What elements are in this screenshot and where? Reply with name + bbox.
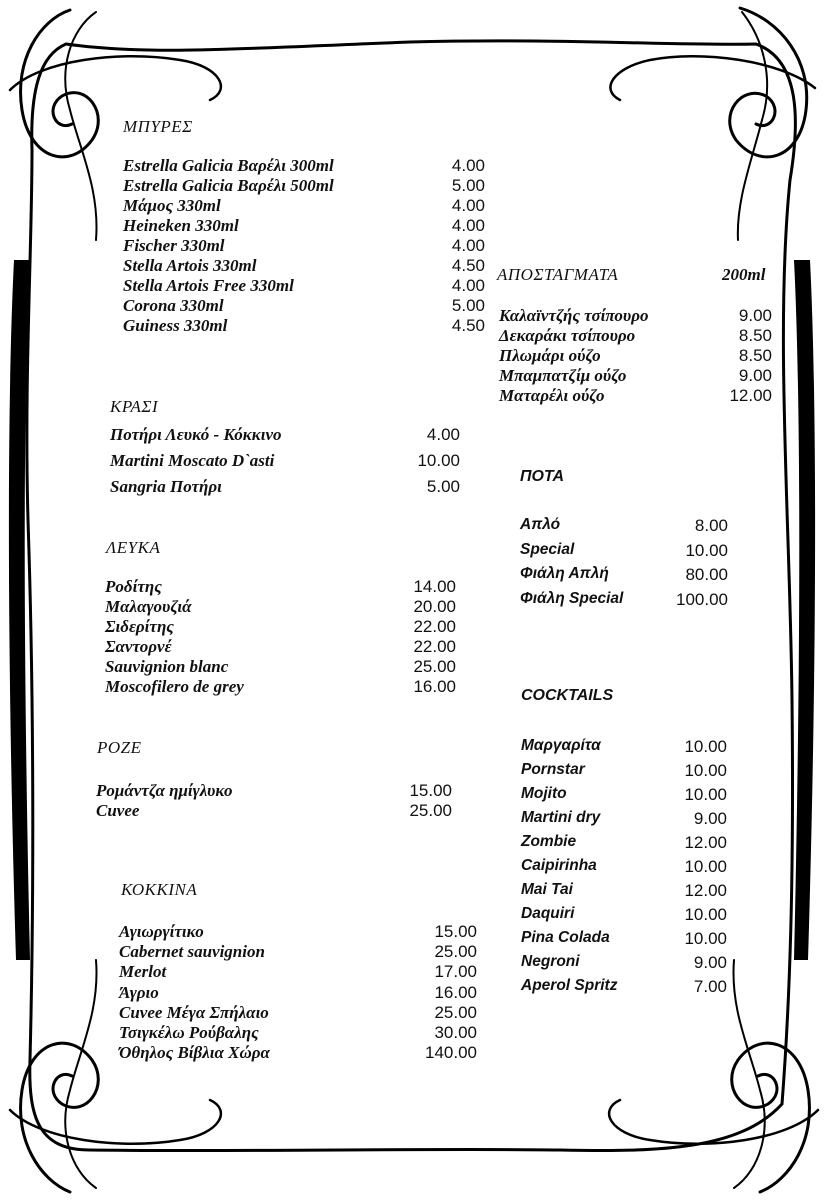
item-price: 9.00 bbox=[693, 953, 727, 972]
item-name: Σαντορνέ bbox=[105, 637, 172, 656]
item-name: Cuvee Μέγα Σπήλαιο bbox=[119, 1002, 269, 1022]
cocktails-menu-item bbox=[521, 977, 727, 997]
item-name: Heineken 330ml bbox=[123, 216, 239, 235]
item-name: Fischer 330ml bbox=[123, 236, 225, 255]
wine-menu-item bbox=[110, 451, 460, 471]
wine-menu-item bbox=[110, 477, 460, 497]
cocktails-menu-item bbox=[521, 905, 727, 925]
item-name: Zombie bbox=[521, 833, 577, 850]
rose-wine-heading: ΡΟΖΕ bbox=[97, 738, 142, 757]
item-price: 15.00 bbox=[409, 781, 452, 800]
spirits-heading: ΑΠΟΣΤΑΓΜΑΤΑ bbox=[497, 265, 619, 284]
item-name: Estrella Galicia Βαρέλι 300ml bbox=[123, 156, 334, 175]
item-name: Ποτήρι Λευκό - Κόκκινο bbox=[110, 425, 282, 444]
cocktails-menu-item bbox=[521, 929, 727, 949]
cocktails-heading: COCKTAILS bbox=[521, 687, 614, 704]
drinks-menu-item bbox=[520, 541, 728, 561]
white-menu-item bbox=[105, 657, 456, 677]
item-name: Mojito bbox=[521, 785, 567, 802]
drinks-menu-item bbox=[520, 565, 728, 585]
item-name: Caipirinha bbox=[521, 857, 597, 874]
red-menu-item bbox=[119, 1003, 477, 1023]
cocktails-menu-item bbox=[521, 737, 727, 757]
beers-menu-item bbox=[123, 296, 485, 316]
item-name: Martini Moscato D`asti bbox=[110, 451, 275, 470]
item-name: Μαλαγουζιά bbox=[105, 597, 192, 616]
item-price: 8.50 bbox=[738, 346, 772, 365]
beers-menu-item bbox=[123, 316, 485, 336]
item-name: Cabernet sauvignion bbox=[119, 942, 265, 962]
item-price: 10.00 bbox=[684, 737, 727, 756]
cocktails-menu-item bbox=[521, 857, 727, 877]
item-price: 8.50 bbox=[738, 326, 772, 345]
item-name: Stella Artois Free 330ml bbox=[123, 276, 294, 295]
item-price: 4.00 bbox=[451, 276, 485, 295]
red-menu-item bbox=[119, 983, 477, 1003]
item-price: 25.00 bbox=[434, 1002, 477, 1022]
item-price: 4.00 bbox=[451, 236, 485, 255]
item-name: Σιδερίτης bbox=[105, 617, 174, 636]
item-price: 7.00 bbox=[693, 977, 727, 996]
item-name: Moscofilero de grey bbox=[105, 677, 244, 696]
white-menu-item bbox=[105, 677, 456, 697]
item-price: 17.00 bbox=[434, 962, 477, 982]
item-name: Sangria Ποτήρι bbox=[110, 477, 222, 496]
wine-menu-item bbox=[110, 425, 460, 445]
spirits-menu-item bbox=[499, 346, 772, 366]
item-price: 8.00 bbox=[694, 516, 728, 535]
item-name: Martini dry bbox=[521, 809, 601, 826]
beers-menu-item bbox=[123, 196, 485, 216]
item-name: Estrella Galicia Βαρέλι 500ml bbox=[123, 176, 334, 195]
item-price: 10.00 bbox=[684, 785, 727, 804]
spirits-menu-item bbox=[499, 326, 772, 346]
item-price: 140.00 bbox=[425, 1043, 477, 1063]
item-name: Μαργαρίτα bbox=[521, 737, 601, 754]
item-price: 100.00 bbox=[676, 589, 728, 609]
item-price: 10.00 bbox=[684, 929, 727, 948]
item-price: 16.00 bbox=[434, 982, 477, 1002]
item-price: 12.00 bbox=[684, 881, 727, 900]
beers-menu-item bbox=[123, 156, 485, 176]
white-menu-item bbox=[105, 577, 456, 597]
item-name: Απλό bbox=[520, 516, 561, 533]
item-name: Negroni bbox=[521, 953, 580, 970]
item-price: 16.00 bbox=[413, 677, 456, 696]
item-price: 10.00 bbox=[684, 905, 727, 924]
wine-heading: ΚΡΑΣΙ bbox=[110, 397, 159, 416]
item-name: Φιάλη Απλή bbox=[520, 565, 609, 582]
item-price: 22.00 bbox=[413, 637, 456, 656]
rose-menu-item bbox=[96, 801, 452, 821]
item-price: 4.50 bbox=[451, 256, 485, 275]
item-price: 4.50 bbox=[451, 316, 485, 335]
item-price: 5.00 bbox=[426, 477, 460, 496]
cocktails-menu-item bbox=[521, 833, 727, 853]
cocktails-menu-item bbox=[521, 881, 727, 901]
item-price: 9.00 bbox=[693, 809, 727, 828]
item-price: 15.00 bbox=[434, 922, 477, 941]
white-menu-item bbox=[105, 637, 456, 657]
rose-menu-item bbox=[96, 781, 452, 801]
beers-menu-item bbox=[123, 276, 485, 296]
item-name: Sauvignion blanc bbox=[105, 657, 229, 676]
cocktails-menu-item bbox=[521, 761, 727, 781]
beers-menu-item bbox=[123, 216, 485, 236]
item-name: Μάμος 330ml bbox=[123, 196, 221, 215]
item-price: 22.00 bbox=[413, 617, 456, 636]
spirits-menu-item bbox=[499, 366, 772, 386]
item-name: Pornstar bbox=[521, 761, 585, 778]
item-price: 5.00 bbox=[451, 176, 485, 195]
red-wine-heading: ΚΟΚΚΙΝΑ bbox=[121, 880, 198, 899]
item-name: Πλωμάρι ούζο bbox=[499, 346, 601, 365]
item-name: Ματαρέλι ούζο bbox=[499, 386, 605, 405]
item-name: Merlot bbox=[119, 962, 167, 982]
spirits-size: 200ml bbox=[722, 265, 766, 284]
item-price: 9.00 bbox=[738, 306, 772, 325]
item-price: 30.00 bbox=[434, 1023, 477, 1042]
drinks-menu-item bbox=[520, 516, 728, 536]
item-name: Stella Artois 330ml bbox=[123, 256, 257, 275]
item-name: Καλαϊντζής τσίπουρο bbox=[499, 306, 649, 325]
beers-menu-item bbox=[123, 236, 485, 256]
item-name: Aperol Spritz bbox=[521, 977, 618, 994]
item-price: 25.00 bbox=[413, 657, 456, 676]
item-name: Μπαμπατζίμ ούζο bbox=[499, 366, 627, 385]
red-menu-item bbox=[119, 1023, 477, 1043]
item-name: Φιάλη Special bbox=[520, 589, 624, 607]
item-name: Αγιωργίτικο bbox=[119, 922, 204, 941]
item-price: 4.00 bbox=[451, 196, 485, 215]
spirits-menu-item bbox=[499, 386, 772, 406]
item-price: 4.00 bbox=[451, 216, 485, 235]
item-price: 9.00 bbox=[738, 366, 772, 385]
beers-heading: ΜΠΥΡΕΣ bbox=[123, 117, 193, 136]
item-name: Daquiri bbox=[521, 905, 575, 922]
item-name: Ρομάντζα ημίγλυκο bbox=[96, 781, 233, 800]
beers-menu-item bbox=[123, 176, 485, 196]
cocktails-menu-item bbox=[521, 785, 727, 805]
cocktails-menu-item bbox=[521, 809, 727, 829]
item-name: Όθηλος Βίβλια Χώρα bbox=[119, 1043, 270, 1063]
item-price: 12.00 bbox=[684, 833, 727, 852]
drinks-heading: ΠΟΤΑ bbox=[520, 468, 565, 485]
red-menu-item bbox=[119, 1043, 477, 1063]
item-price: 25.00 bbox=[434, 942, 477, 962]
item-price: 14.00 bbox=[413, 577, 456, 596]
item-name: Δεκαράκι τσίπουρο bbox=[499, 326, 636, 345]
cocktails-menu-item bbox=[521, 953, 727, 973]
item-name: Άγριο bbox=[119, 982, 159, 1002]
item-price: 4.00 bbox=[426, 425, 460, 444]
spirits-menu-item bbox=[499, 306, 772, 326]
white-menu-item bbox=[105, 617, 456, 637]
item-name: Guiness 330ml bbox=[123, 316, 228, 335]
item-price: 10.00 bbox=[684, 761, 727, 780]
item-name: Cuvee bbox=[96, 801, 140, 820]
red-menu-item bbox=[119, 962, 477, 982]
item-price: 10.00 bbox=[685, 540, 728, 560]
item-price: 80.00 bbox=[685, 565, 728, 584]
item-price: 20.00 bbox=[413, 597, 456, 616]
item-name: Ροδίτης bbox=[105, 577, 162, 596]
item-price: 10.00 bbox=[417, 451, 460, 470]
beers-menu-item bbox=[123, 256, 485, 276]
item-name: Pina Colada bbox=[521, 929, 610, 946]
item-price: 12.00 bbox=[729, 386, 772, 405]
item-name: Mai Tai bbox=[521, 881, 573, 898]
item-name: Special bbox=[520, 540, 575, 558]
white-wine-heading: ΛΕΥΚΑ bbox=[106, 538, 161, 557]
item-price: 25.00 bbox=[409, 801, 452, 820]
drinks-menu-item bbox=[520, 590, 728, 610]
item-name: Corona 330ml bbox=[123, 296, 224, 315]
item-price: 4.00 bbox=[451, 156, 485, 175]
item-price: 5.00 bbox=[451, 296, 485, 315]
red-menu-item bbox=[119, 942, 477, 962]
item-price: 10.00 bbox=[684, 857, 727, 876]
white-menu-item bbox=[105, 597, 456, 617]
red-menu-item bbox=[119, 922, 477, 942]
item-name: Τσιγκέλω Ρούβαλης bbox=[119, 1023, 259, 1042]
